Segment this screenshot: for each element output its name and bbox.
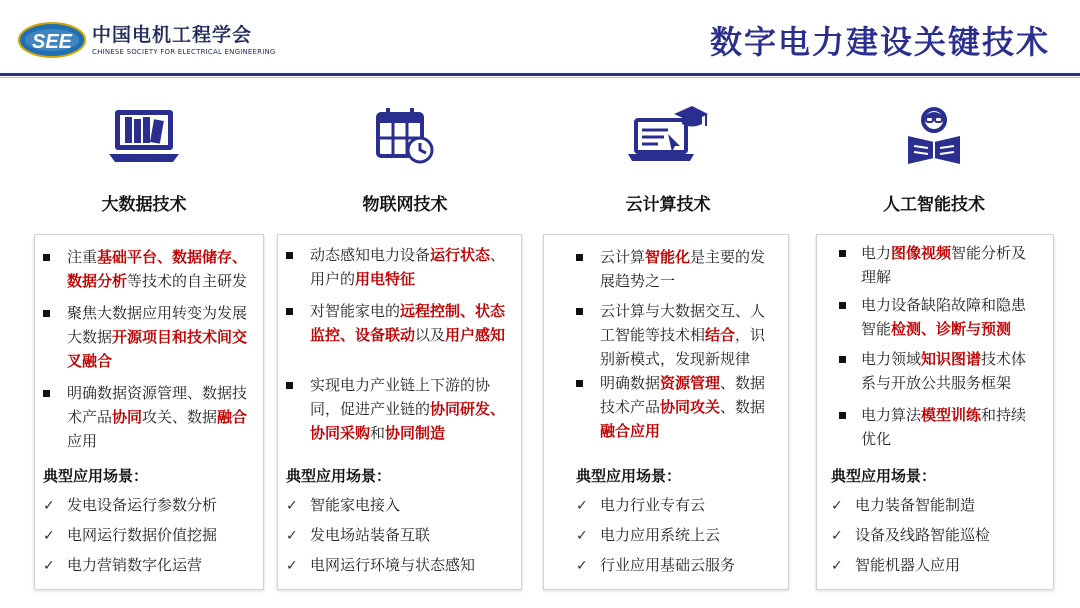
- list-item: 云计算智能化是主要的发展趋势之一: [552, 245, 774, 293]
- card-iot: [277, 234, 522, 590]
- card-big-data: [34, 234, 264, 590]
- bullet-square-icon: [576, 254, 583, 261]
- scenario-item: ✓ 电力行业专有云: [576, 493, 705, 518]
- list-item: 实现电力产业链上下游的协同，促进产业链的协同研发、协同采购和协同制造: [286, 373, 506, 445]
- list-item: 注重基础平台、数据储存、数据分析等技术的自主研发: [43, 245, 249, 293]
- check-icon: ✓: [286, 528, 298, 544]
- list-item: 动态感知电力设备运行状态、用户的用电特征: [286, 243, 506, 291]
- list-item: 电力图像视频智能分析及理解: [825, 241, 1039, 289]
- scenario-item: ✓ 智能家电接入: [286, 493, 400, 518]
- column-title: 人工智能技术: [883, 195, 985, 215]
- check-icon: ✓: [831, 528, 843, 544]
- header: [0, 0, 1080, 78]
- list-item: 聚焦大数据应用转变为发展大数据开源项目和技术间交叉融合: [43, 301, 249, 373]
- bullet-square-icon: [839, 356, 846, 363]
- scenario-item: ✓ 电力装备智能制造: [831, 493, 975, 518]
- header-divider: [0, 73, 1080, 76]
- bullet-square-icon: [839, 302, 846, 309]
- bullet-square-icon: [43, 310, 50, 317]
- scenario-title: 典型应用场景：: [43, 467, 149, 485]
- scenario-item: ✓ 设备及线路智能巡检: [831, 523, 990, 548]
- card-cloud: [543, 234, 789, 590]
- check-icon: ✓: [286, 498, 298, 514]
- bullet-square-icon: [839, 250, 846, 257]
- scenario-item: ✓ 智能机器人应用: [831, 553, 960, 578]
- card-ai: [816, 234, 1054, 590]
- bullet-square-icon: [839, 412, 846, 419]
- list-item: 电力领域知识图谱技术体系与开放公共服务框架: [825, 347, 1039, 395]
- list-item: 电力设备缺陷故障和隐患智能检测、诊断与预测: [825, 293, 1039, 341]
- check-icon: ✓: [576, 498, 588, 514]
- check-icon: ✓: [831, 498, 843, 514]
- person-reading-icon: [814, 104, 1054, 174]
- scenario-title: 典型应用场景：: [831, 467, 937, 485]
- bullet-square-icon: [286, 382, 293, 389]
- check-icon: ✓: [831, 558, 843, 574]
- scenario-title: 典型应用场景：: [576, 467, 682, 485]
- bullet-square-icon: [43, 390, 50, 397]
- scenario-item: ✓ 发电设备运行参数分析: [43, 493, 217, 518]
- org-name-cn: 中国电机工程学会: [92, 24, 253, 46]
- list-item: 对智能家电的远程控制、状态监控、设备联动以及用户感知: [286, 299, 506, 347]
- list-item: 云计算与大数据交互、人工智能等技术相结合，识别新模式，发现新规律: [552, 299, 774, 371]
- bullet-square-icon: [43, 254, 50, 261]
- list-item: 明确数据资源管理、数据技术产品协同攻关、数据融合应用: [552, 371, 774, 443]
- bullet-square-icon: [576, 380, 583, 387]
- column-title: 大数据技术: [101, 195, 187, 215]
- header-divider-thin: [0, 77, 1080, 78]
- laptop-graduation-icon: [548, 104, 788, 174]
- check-icon: ✓: [43, 558, 55, 574]
- check-icon: ✓: [43, 498, 55, 514]
- check-icon: ✓: [286, 558, 298, 574]
- bullet-square-icon: [286, 252, 293, 259]
- scenario-item: ✓ 发电场站装备互联: [286, 523, 430, 548]
- scenario-item: ✓ 行业应用基础云服务: [576, 553, 735, 578]
- list-item: 明确数据资源管理、数据技术产品协同攻关、数据融合应用: [43, 381, 249, 453]
- computer-books-icon: [24, 104, 264, 174]
- bullet-square-icon: [576, 308, 583, 315]
- check-icon: ✓: [43, 528, 55, 544]
- scenario-title: 典型应用场景：: [286, 467, 392, 485]
- check-icon: ✓: [576, 558, 588, 574]
- bullet-square-icon: [286, 308, 293, 315]
- check-icon: ✓: [576, 528, 588, 544]
- calendar-clock-icon: [285, 104, 525, 174]
- scenario-item: ✓ 电力应用系统上云: [576, 523, 720, 548]
- scenario-item: ✓ 电网运行数据价值挖掘: [43, 523, 217, 548]
- organization-name: [92, 24, 276, 57]
- column-title: 物联网技术: [362, 195, 448, 215]
- see-logo-icon: [18, 22, 88, 58]
- org-name-en: CHINESE SOCIETY FOR ELECTRICAL ENGINEERING: [92, 48, 276, 56]
- scenario-item: ✓ 电网运行环境与状态感知: [286, 553, 475, 578]
- column-title: 云计算技术: [625, 195, 711, 215]
- logo-text: SEE: [31, 31, 73, 53]
- list-item: 电力算法模型训练和持续优化: [825, 403, 1039, 451]
- scenario-item: ✓ 电力营销数字化运营: [43, 553, 202, 578]
- page-title: 数字电力建设关键技术: [709, 23, 1050, 61]
